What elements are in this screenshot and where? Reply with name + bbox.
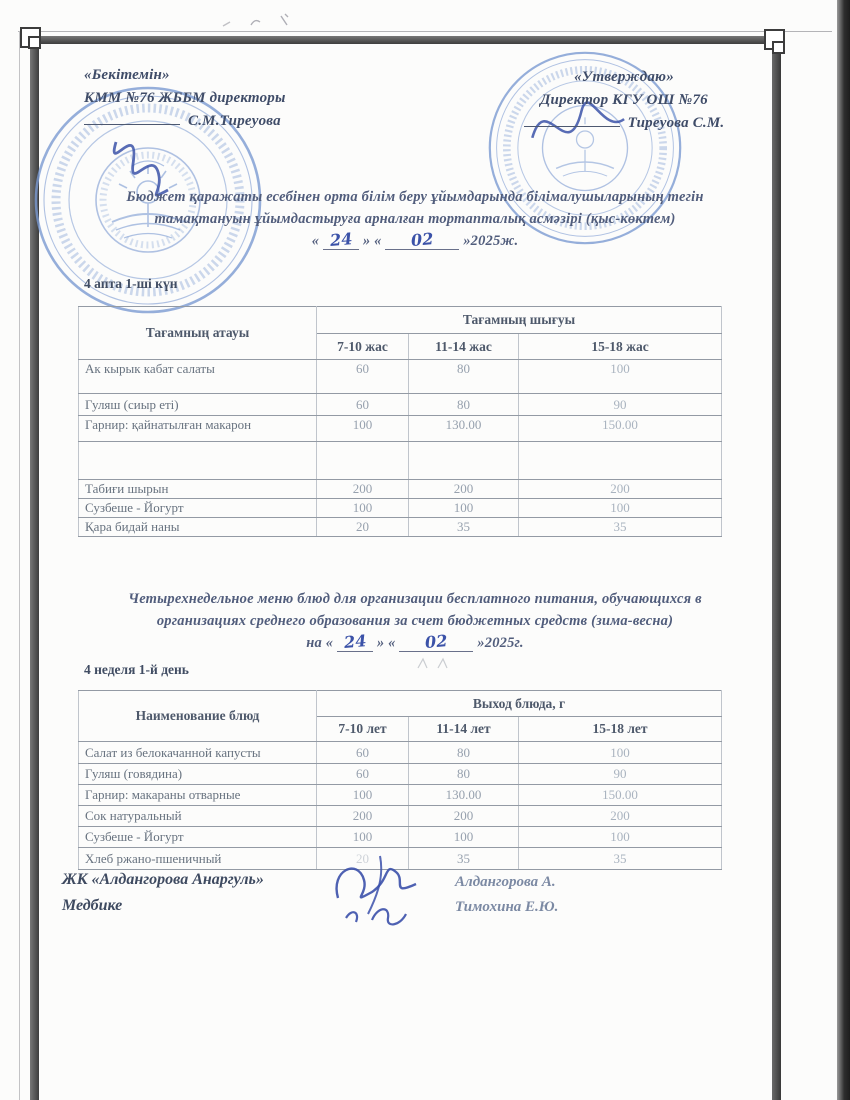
dish-name: Қара бидай наны bbox=[79, 518, 317, 537]
dish-value: 60 bbox=[317, 394, 409, 416]
dish-value: 60 bbox=[317, 742, 409, 764]
approval-right-signature-line bbox=[478, 112, 770, 135]
date-month-slot-kz bbox=[385, 229, 459, 250]
table-kz-age-header-1: 7-10 жас bbox=[317, 334, 409, 360]
handwritten-month-ru: 02 bbox=[424, 631, 449, 652]
table-row bbox=[79, 742, 722, 764]
dish-name: Гуляш (сиыр еті) bbox=[79, 394, 317, 416]
dish-name: Сок натуральный bbox=[79, 806, 317, 827]
dish-value: 35 bbox=[409, 518, 519, 537]
dish-value: 200 bbox=[317, 480, 409, 499]
dish-value: 200 bbox=[409, 480, 519, 499]
date-open-ru: на « bbox=[306, 635, 334, 651]
signature-blank-right bbox=[524, 113, 620, 127]
table-row bbox=[79, 416, 722, 442]
approval-right-line1: «Утверждаю» bbox=[574, 69, 674, 85]
date-close-ru: »2025г. bbox=[477, 635, 524, 651]
dish-value: 80 bbox=[409, 360, 519, 394]
dish-value: 35 bbox=[409, 848, 519, 870]
handwritten-day-ru: 24 bbox=[342, 631, 368, 652]
footer-name-1: Алдангорова А. bbox=[455, 874, 556, 890]
date-mid-kz: » « bbox=[362, 233, 382, 249]
date-mid-ru: » « bbox=[376, 635, 396, 651]
dish-name: Гарнир: қайнатылған макарон bbox=[79, 416, 317, 442]
dish-name: Табиғи шырын bbox=[79, 480, 317, 499]
dish-name: Гуляш (говядина) bbox=[79, 764, 317, 785]
dish-value: 100 bbox=[409, 499, 519, 518]
dish-value: 80 bbox=[409, 394, 519, 416]
section-label-ru: 4 неделя 1-й день bbox=[84, 662, 189, 677]
dish-name bbox=[79, 442, 317, 480]
dish-value: 100 bbox=[409, 827, 519, 848]
title-ru-line2: организациях среднего образования за счет бюджетных средств (зима-весна) bbox=[156, 613, 674, 629]
approval-right-name: Тиреуова С.М. bbox=[627, 115, 725, 131]
date-day-slot-ru bbox=[337, 631, 373, 652]
approval-left-line2: КММ №76 ЖББМ директоры bbox=[84, 90, 286, 106]
handwritten-day-kz: 24 bbox=[328, 229, 354, 250]
dish-value: 130.00 bbox=[409, 416, 519, 442]
document-title-kz bbox=[70, 186, 760, 252]
dish-value: 20 bbox=[317, 518, 409, 537]
footer-organization: ЖК «Алдангорова Анаргуль» bbox=[62, 871, 264, 888]
title-kz-line2: тамақтануын ұйымдастыруға арналған тортапталық асмәзірі (қыс-көктем) bbox=[154, 211, 676, 227]
footer-name-2: Тимохина Е.Ю. bbox=[455, 899, 559, 915]
page-frame-top bbox=[33, 36, 779, 44]
table-row bbox=[79, 785, 722, 806]
dish-value: 130.00 bbox=[409, 785, 519, 806]
dish-value: 20 bbox=[317, 848, 409, 870]
menu-table-ru bbox=[78, 690, 722, 870]
dish-value: 80 bbox=[409, 764, 519, 785]
signature-blank-left bbox=[84, 111, 180, 125]
table-ru-age-header-3: 15-18 лет bbox=[519, 717, 722, 742]
document-title-ru bbox=[70, 588, 760, 654]
dish-value: 200 bbox=[317, 806, 409, 827]
dish-value: 100 bbox=[317, 785, 409, 806]
date-day-slot-kz bbox=[323, 229, 359, 250]
dish-value: 100 bbox=[317, 416, 409, 442]
frame-corner-top-right-inner bbox=[772, 41, 785, 54]
dish-value bbox=[317, 442, 409, 480]
table-kz-age-header-3: 15-18 жас bbox=[519, 334, 722, 360]
table-kz-name-header: Тағамның атауы bbox=[79, 307, 317, 360]
table-row bbox=[79, 394, 722, 416]
approval-block-right bbox=[478, 66, 770, 135]
dish-value bbox=[409, 442, 519, 480]
frame-corner-top-left-inner bbox=[28, 36, 41, 49]
table-row bbox=[79, 764, 722, 785]
dish-value: 60 bbox=[317, 764, 409, 785]
table-ru-name-header: Наименование блюд bbox=[79, 691, 317, 742]
dish-name: Ак кырык кабат салаты bbox=[79, 360, 317, 394]
dish-value: 100 bbox=[317, 499, 409, 518]
dish-value: 80 bbox=[409, 742, 519, 764]
table-kz-group-header: Тағамның шығуы bbox=[317, 307, 722, 334]
dish-value: 150.00 bbox=[519, 785, 722, 806]
approval-left-signature-line bbox=[84, 110, 404, 133]
dish-name: Сузбеше - Йогурт bbox=[79, 499, 317, 518]
table-row bbox=[79, 518, 722, 537]
scanner-edge-strip bbox=[837, 0, 850, 1100]
approval-left-name: С.М.Тиреуова bbox=[188, 113, 281, 129]
section-label-kz: 4 апта 1-ші күн bbox=[84, 276, 178, 291]
scan-edge-line-top bbox=[18, 31, 832, 32]
footer-role: Медбике bbox=[62, 897, 123, 914]
menu-table-kz bbox=[78, 306, 722, 537]
table-row bbox=[79, 827, 722, 848]
dish-name: Хлеб ржано-пшеничный bbox=[79, 848, 317, 870]
dish-name: Гарнир: макараны отварные bbox=[79, 785, 317, 806]
title-kz-line1: Бюджет қаражаты есебінен орта білім беру ұйымдарында білімалушыларының тегін bbox=[126, 189, 704, 205]
dish-value bbox=[519, 442, 722, 480]
dish-value: 100 bbox=[519, 360, 722, 394]
dish-value: 35 bbox=[519, 518, 722, 537]
table-row-empty bbox=[79, 442, 722, 480]
table-ru-group-header: Выход блюда, г bbox=[317, 691, 722, 717]
dish-value: 100 bbox=[519, 742, 722, 764]
page-frame-left bbox=[30, 36, 39, 1100]
title-kz-date-line bbox=[70, 230, 760, 252]
dish-value: 200 bbox=[409, 806, 519, 827]
table-ru-age-header-1: 7-10 лет bbox=[317, 717, 409, 742]
dish-value: 100 bbox=[519, 499, 722, 518]
table-kz-age-header-2: 11-14 жас bbox=[409, 334, 519, 360]
table-row bbox=[79, 360, 722, 394]
approval-block-left bbox=[84, 64, 404, 133]
table-row bbox=[79, 806, 722, 827]
handwritten-month-kz: 02 bbox=[410, 229, 435, 250]
dish-name: Салат из белокачанной капусты bbox=[79, 742, 317, 764]
dish-value: 100 bbox=[519, 827, 722, 848]
title-ru-line1: Четырехнедельное меню блюд для организации бесплатного питания, обучающихся в bbox=[128, 591, 702, 607]
dish-value: 200 bbox=[519, 806, 722, 827]
dish-name: Сузбеше - Йогурт bbox=[79, 827, 317, 848]
dish-value: 200 bbox=[519, 480, 722, 499]
handwritten-signatures-footer bbox=[318, 852, 468, 932]
approval-right-line2: Директор КГУ ОШ №76 bbox=[540, 92, 708, 108]
date-open-kz: « bbox=[311, 233, 320, 249]
dish-value: 90 bbox=[519, 394, 722, 416]
dish-value: 100 bbox=[317, 827, 409, 848]
table-row bbox=[79, 499, 722, 518]
approval-left-line1: «Бекітемін» bbox=[84, 67, 170, 83]
table-row bbox=[79, 480, 722, 499]
date-close-kz: »2025ж. bbox=[463, 233, 519, 249]
dish-value: 35 bbox=[519, 848, 722, 870]
table-ru-age-header-2: 11-14 лет bbox=[409, 717, 519, 742]
dish-value: 60 bbox=[317, 360, 409, 394]
page-frame-right bbox=[772, 36, 781, 1100]
dish-value: 150.00 bbox=[519, 416, 722, 442]
pencil-marks bbox=[215, 6, 325, 36]
dish-value: 90 bbox=[519, 764, 722, 785]
scan-edge-line-left bbox=[19, 31, 20, 1100]
faint-marks bbox=[410, 650, 460, 676]
